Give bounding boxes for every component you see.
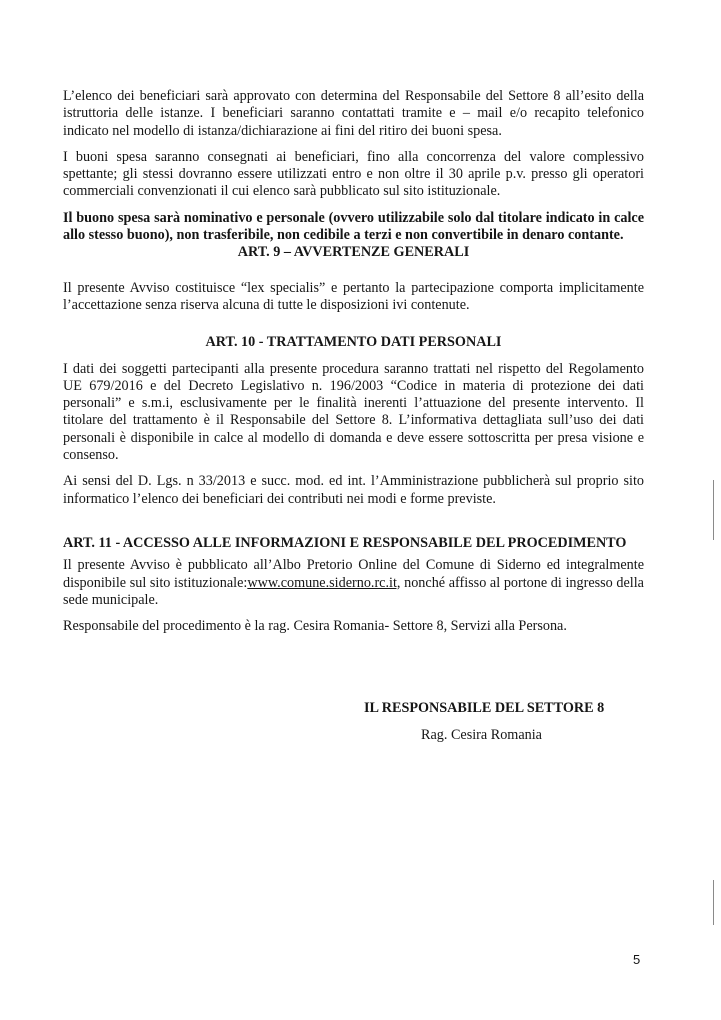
heading-art10: ART. 10 - TRATTAMENTO DATI PERSONALI [205,334,502,351]
paragraph-art9: Il presente Avviso costituisce “lex specialis” e pertanto la partecipazione comporta implicitamente l’accettazione senza riserva alcuna di tutte le disposizioni ivi contenute. [63,279,644,313]
paragraph-beneficiaries-list: L’elenco dei beneficiari sarà approvato con determina del Responsabile del Settore 8 all’esito della istruttoria delle istanze. I beneficiari saranno contattati tramite e – mail e/o recapito telefonico indicato nel modello di istanza/dichiarazione ai fini del ritiro dei buoni spesa. [63,88,644,139]
paragraph-voucher-personal: Il buono spesa sarà nominativo e personale (ovvero utilizzabile solo dal titolare indicato in calce allo stesso buono), non trasferibile, non cedibile a terzi e non convertibile in denaro contante. [63,209,644,244]
scan-edge-mark [713,480,714,540]
art11-text-start: Il presente Avviso è pubblicato all’Albo Pretorio Online del Comune di Siderno ed integralmente disponibile sul sito istituzionale: [63,557,644,591]
paragraph-art10-privacy: I dati dei soggetti partecipanti alla presente procedura saranno trattati nel rispetto del Regolamento UE 679/2016 e del Decreto Legislativo n. 196/2003 “Codice in materia di protezione dei dati personali” e s.m.i, esclusivamente per le finalità inerenti l’attuazione del presente intervento. Il titolare del trattamento è il Responsabile del Settore 8. L’informativa dettagliata sull’uso dei dati personali è disponibile in calce al modello di domanda e deve essere sottoscritta per presa visione e consenso. [63,360,644,464]
paragraph-art11-publication [63,557,644,609]
heading-art11: ART. 11 - ACCESSO ALLE INFORMAZIONI E RESPONSABILE DEL PROCEDIMENTO [63,534,627,551]
document-page [63,88,644,635]
paragraph-art10-publication: Ai sensi del D. Lgs. n 33/2013 e succ. mod. ed int. l’Amministrazione pubblicherà sul proprio sito informatico l’elenco dei beneficiari dei contributi nei modi e forme previste. [63,473,644,507]
signature-name: Rag. Cesira Romania [421,727,542,743]
municipal-website-link[interactable]: www.comune.siderno.rc.it, [247,574,401,591]
signature-title: IL RESPONSABILE DEL SETTORE 8 [364,700,605,716]
art11-text-end: nonché affisso al portone di ingresso della sede municipale. [63,574,644,608]
heading-art9: ART. 9 – AVVERTENZE GENERALI [237,244,470,261]
scan-edge-mark [713,880,714,925]
page-number: 5 [633,952,641,967]
paragraph-art11-responsible: Responsabile del procedimento è la rag. Cesira Romania- Settore 8, Servizi alla Persona. [63,618,567,635]
paragraph-vouchers-delivery: I buoni spesa saranno consegnati ai beneficiari, fino alla concorrenza del valore complessivo spettante; gli stessi dovranno essere utilizzati entro e non oltre il 30 aprile p.v. presso gli operatori commerciali convenzionati il cui elenco sarà pubblicato sul sito istituzionale. [63,148,644,200]
